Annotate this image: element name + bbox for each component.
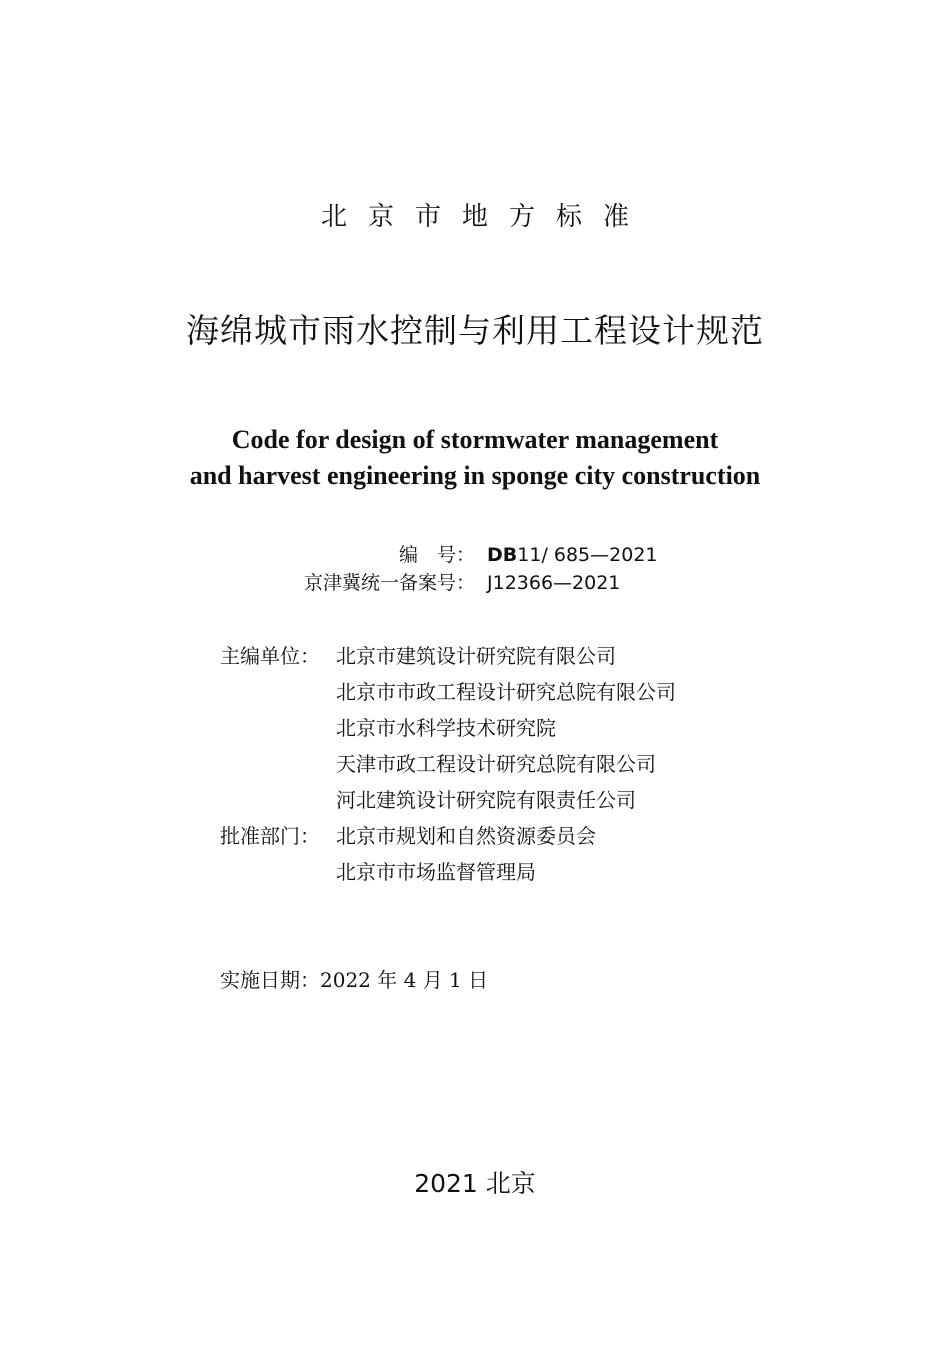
effective-date-label: 实施日期 bbox=[220, 968, 300, 992]
document-title-en bbox=[0, 422, 950, 494]
approver-item: 北京市市场监督管理局 bbox=[336, 860, 536, 884]
standard-number-prefix: DB bbox=[487, 544, 518, 566]
title-en-line2: and harvest engineering in sponge city construction bbox=[189, 461, 761, 490]
effective-date-row bbox=[220, 962, 488, 998]
approvers-label-row bbox=[220, 818, 320, 854]
standard-number-suffix: 11/ 685—2021 bbox=[517, 544, 658, 566]
approvers-label: 批准部门 bbox=[220, 824, 300, 848]
editor-item: 北京市建筑设计研究院有限公司 bbox=[336, 644, 616, 668]
approvers-list bbox=[336, 818, 596, 890]
header-standard-type: 北京市地方标准 bbox=[320, 202, 650, 232]
effective-date-value: 2022 年 4 月 1 日 bbox=[320, 968, 489, 992]
editor-item: 北京市水科学技术研究院 bbox=[336, 716, 556, 740]
effective-date-colon: ： bbox=[300, 968, 320, 992]
editors-label: 主编单位 bbox=[220, 644, 300, 668]
approver-item: 北京市规划和自然资源委员会 bbox=[336, 824, 596, 848]
editors-label-row bbox=[220, 638, 320, 674]
editors-list bbox=[336, 638, 676, 818]
editor-item: 河北建筑设计研究院有限责任公司 bbox=[336, 788, 636, 812]
standard-number-label: 编 号： bbox=[398, 544, 475, 566]
record-number-label: 京津冀统一备案号： bbox=[303, 572, 475, 594]
title-en-line1: Code for design of stormwater management bbox=[231, 425, 719, 454]
publication-footer: 2021 北京 bbox=[414, 1169, 536, 1198]
editor-item: 天津市政工程设计研究总院有限公司 bbox=[336, 752, 656, 776]
record-number-value: J12366—2021 bbox=[487, 572, 621, 594]
editors-colon: ： bbox=[300, 644, 320, 668]
standard-number-value bbox=[487, 540, 658, 570]
document-title-cn: 海绵城市雨水控制与利用工程设计规范 bbox=[186, 311, 764, 350]
approvers-colon: ： bbox=[300, 824, 320, 848]
editor-item: 北京市市政工程设计研究总院有限公司 bbox=[336, 680, 676, 704]
